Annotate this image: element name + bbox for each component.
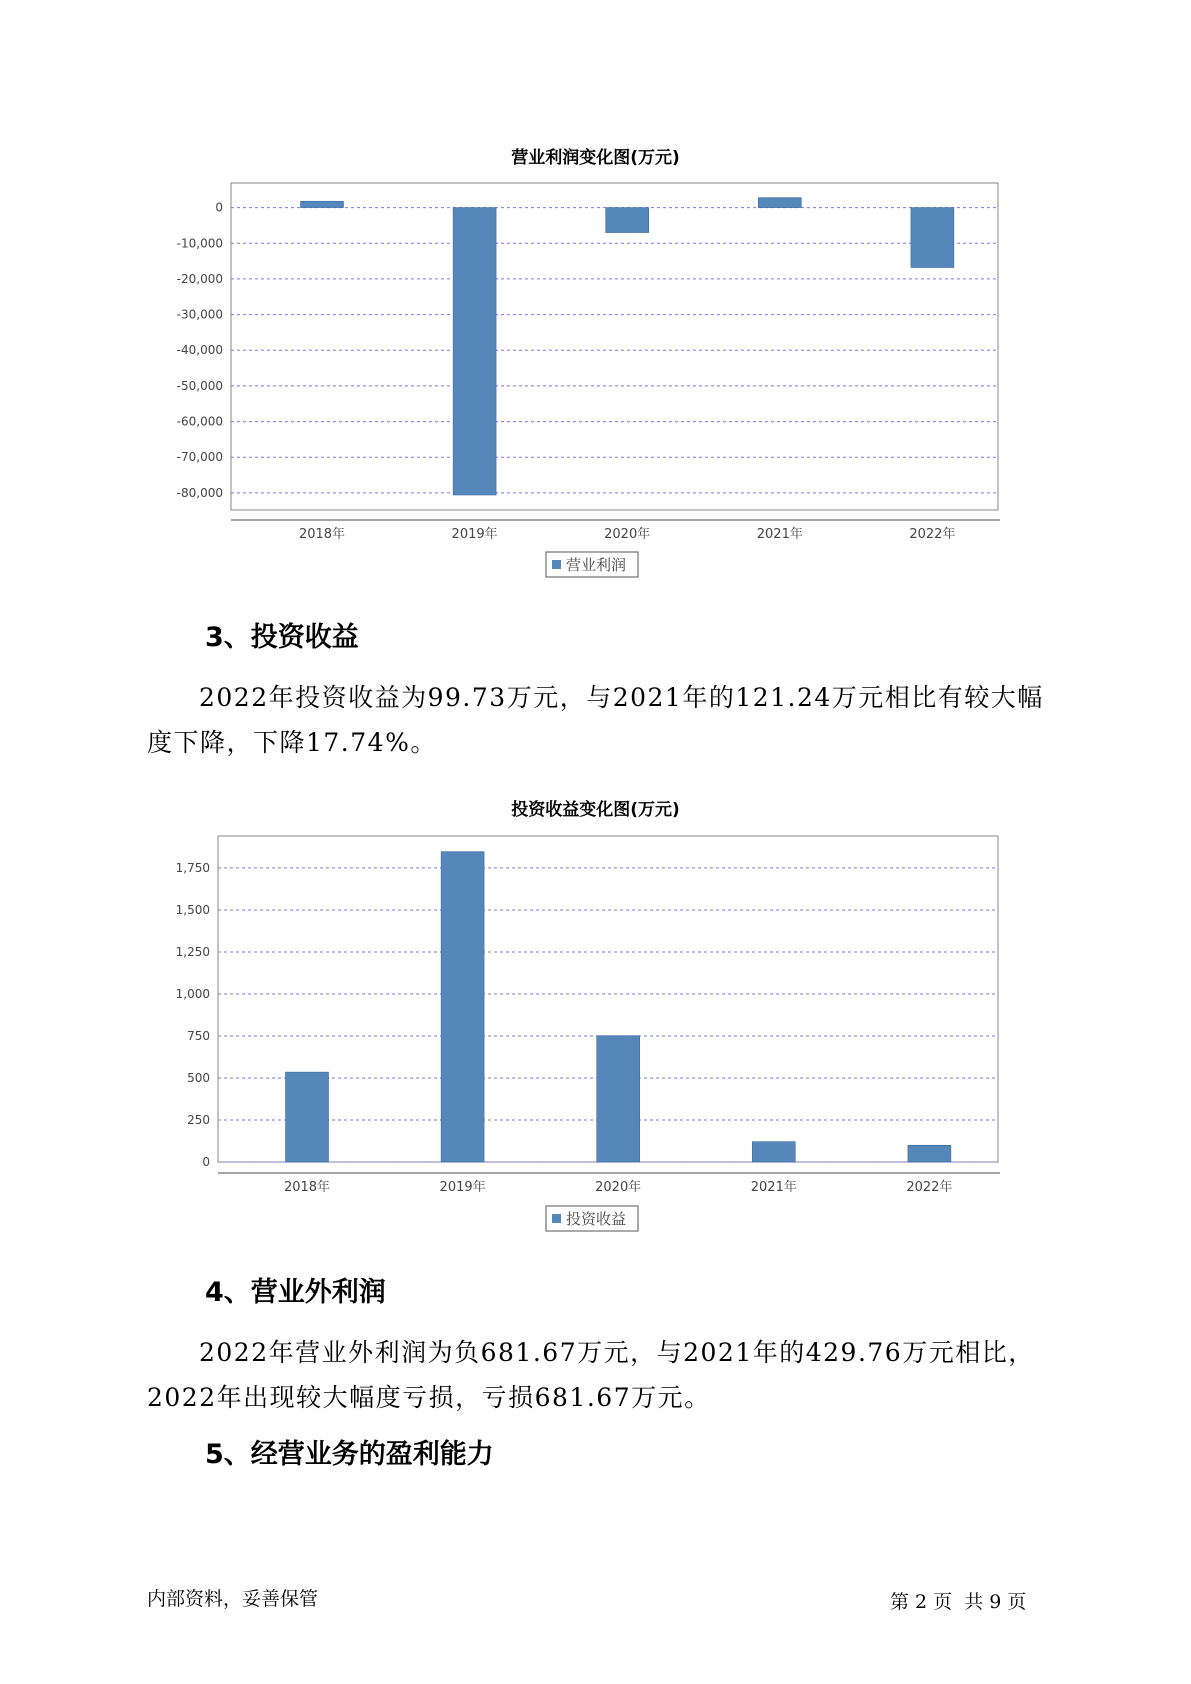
bar-2019年 xyxy=(441,852,484,1162)
footer-confidential-note: 内部资料，妥善保管 xyxy=(147,1588,319,1610)
chart-title-investment-income: 投资收益变化图(万元) xyxy=(511,800,680,820)
legend-label: 营业利润 xyxy=(566,556,627,574)
legend-swatch xyxy=(552,1214,561,1223)
x-tick-label: 2019年 xyxy=(439,1180,486,1195)
bar-2020年 xyxy=(597,1036,640,1162)
section-4-paragraph: 2022年营业外利润为负681.67万元，与2021年的429.76万元相比，2022年出现较大幅度亏损，亏损681.67万元。 xyxy=(147,1338,1035,1412)
y-tick-label: -10,000 xyxy=(176,236,223,251)
section-3-heading: 3、投资收益 xyxy=(205,622,359,653)
y-tick-label: 1,750 xyxy=(175,860,210,875)
y-tick-label: 0 xyxy=(202,1155,210,1169)
x-tick-label: 2020年 xyxy=(604,527,651,542)
y-tick-label: 1,000 xyxy=(175,986,210,1001)
y-tick-label: 0 xyxy=(215,200,223,215)
x-tick-label: 2022年 xyxy=(906,1180,953,1195)
y-tick-label: 250 xyxy=(187,1112,210,1127)
section-4-heading: 4、营业外利润 xyxy=(205,1277,386,1308)
legend-label: 投资收益 xyxy=(566,1210,627,1228)
y-tick-label: -30,000 xyxy=(176,307,223,322)
bar-2018年 xyxy=(286,1072,329,1162)
footer-page-number: 第 2 页 共 9 页 xyxy=(890,1591,1027,1613)
section-5-heading: 5、经营业务的盈利能力 xyxy=(205,1439,494,1470)
y-tick-label: 1,500 xyxy=(175,902,210,917)
y-tick-label: -40,000 xyxy=(176,343,223,358)
x-tick-label: 2021年 xyxy=(756,527,803,542)
y-tick-label: 500 xyxy=(187,1070,210,1085)
x-tick-label: 2019年 xyxy=(451,527,498,542)
x-tick-label: 2018年 xyxy=(298,527,346,542)
x-tick-label: 2022年 xyxy=(909,527,956,542)
y-tick-label: -50,000 xyxy=(176,378,223,393)
x-tick-label: 2021年 xyxy=(750,1180,797,1195)
y-tick-label: 1,250 xyxy=(175,944,210,959)
y-tick-label: -70,000 xyxy=(176,450,223,465)
x-tick-label: 2018年 xyxy=(283,1180,331,1195)
y-tick-label: -80,000 xyxy=(176,485,223,500)
section-3-paragraph: 2022年投资收益为99.73万元，与2021年的121.24万元相比有较大幅度下降，下降17.74%。 xyxy=(147,683,1044,757)
y-tick-label: -20,000 xyxy=(176,271,223,286)
y-tick-label: -60,000 xyxy=(176,414,223,429)
x-tick-label: 2020年 xyxy=(595,1180,642,1195)
chart-title-operating-profit: 营业利润变化图(万元) xyxy=(511,148,680,168)
bar-2022年 xyxy=(908,1145,951,1162)
y-tick-label: 750 xyxy=(187,1028,210,1043)
bar-2021年 xyxy=(752,1142,795,1162)
